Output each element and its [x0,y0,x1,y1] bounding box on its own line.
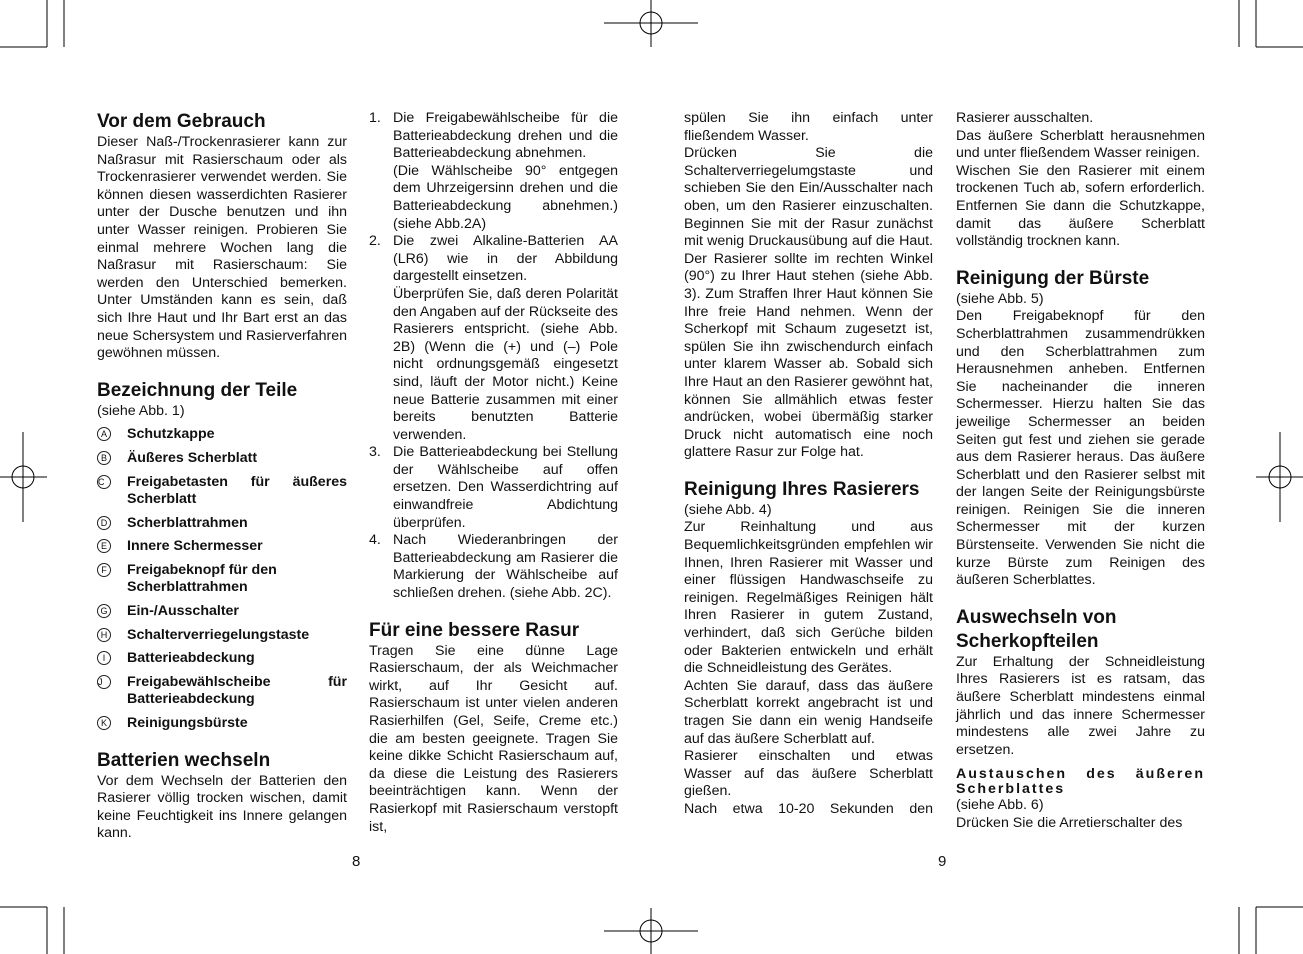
page-number-left: 8 [352,853,361,870]
step-number: 3. [369,444,381,461]
reinigung-paragraph: Achten Sie darauf, dass das äußere Scherblatt korrekt angebracht ist und tragen Sie dann ein wenig Handseife auf das äußere Scherblatt auf. [684,677,933,747]
subheading-austauschen: Austauschen des äußeren Scherblattes [956,766,1205,798]
list-item [97,715,347,733]
austauschen-paragraph: Drücken Sie die Arretierschalter des [956,815,1183,831]
buerste-figure-ref: (siehe Abb. 5) [956,290,1044,307]
registration-mark-top [604,0,698,47]
part-label: Freigabetasten für äußeres Scherblatt [127,473,347,508]
circled-letter: H [97,628,111,642]
step-note: (Die Wählscheibe 90° entgegen dem Uhrzeigersinn drehen und die Batterieabdeckung abnehmen.) (siehe Abb.2A) [393,162,618,232]
list-item [369,233,618,444]
parts-figure-ref: (siehe Abb. 1) [97,402,185,419]
column-1 [97,110,347,843]
registration-mark-left [0,432,47,522]
part-label: Schutzkappe [127,426,215,443]
list-item [97,650,347,668]
parts-list [97,426,347,732]
list-item [97,627,347,645]
col4-paragraph: Wischen Sie den Rasierer mit einem trockenen Tuch ab, sofern erforderlich. Entfernen Sie dann die Schutzkappe, damit das äußere Scherblatt vollständig trocknen kann. [956,162,1205,250]
circled-letter: J [97,675,111,689]
part-label: Schalterverriegelungstaste [127,626,310,643]
list-item [97,562,347,597]
circled-letter: G [97,604,111,618]
shaving-paragraph: Drücken Sie die Schalterverriegelumgstaste und schieben Sie den Ein/Ausschalter nach oben, um den Rasierer einzuschalten. Beginnen Sie mit der Rasur zunächst mit wenig Druckausübung auf die Haut. Der Rasierer sollte im rechten Winkel (90°) zu Ihrer Haut stehen (siehe Abb. 3). Zum Straffen Ihrer Haut können Sie Ihre freie Hand nehmen. Wenn der Scherkopf mit Schaum zugesetzt ist, spülen Sie ihn zwischendurch einfach unter klarem Wasser ab. Sobald sich Ihre Haut an den Rasierer gewöhnt hat, können Sie allmählich etwas fester andrücken, wobei übermäßig starker Druck nicht automatisch eine noch glattere Rasur zur Folge hat. [684,145,933,461]
registration-mark-bottom [604,908,698,954]
reinigung-figure-ref: (siehe Abb. 4) [684,501,772,518]
list-item [97,474,347,509]
circled-letter: C [97,475,111,489]
part-label: Innere Schermesser [127,538,263,555]
circled-letter: K [97,716,111,730]
column-4 [956,110,1205,833]
reinigung-paragraph: Nach etwa 10-20 Sekunden den [684,800,933,817]
col4-paragraph: Rasierer ausschalten. [956,110,1094,126]
heading-bessere-rasur: Für eine bessere Rasur [369,619,580,641]
rinse-paragraph: spülen Sie ihn einfach unter fließendem Wasser. [684,110,933,144]
part-label: Freigabewählscheibe für Batterieabdeckung [127,673,347,708]
heading-bezeichnung: Bezeichnung der Teile [97,379,298,401]
part-label: Äußeres Scherblatt [127,449,258,466]
part-label: Batterieabdeckung [127,650,255,667]
step-text: Die zwei Alkaline-Batterien AA (LR6) wie in der Abbildung dargestellt einsetzen. [393,233,618,285]
list-item [369,110,618,233]
col4-paragraph: Das äußere Scherblatt herausnehmen und unter fließendem Wasser reinigen. [956,127,1205,162]
column-3 [684,110,933,819]
heading-batterien-wechseln: Batterien wechseln [97,749,271,771]
step-number: 2. [369,233,381,250]
column-2 [369,110,618,836]
battery-steps-list [369,110,618,603]
circled-letter: F [97,563,111,577]
step-text: Nach Wiederanbringen der Batterieabdeckung am Rasierer die Markierung der Wählscheibe auf schließen drehen. (siehe Abb. 2C). [393,532,618,602]
heading-vor-dem-gebrauch: Vor dem Gebrauch [97,111,266,132]
heading-auswechseln-line1: Auswechseln von [956,606,1117,628]
circled-letter: I [97,651,111,665]
circled-letter: B [97,451,111,465]
part-label: Ein-/Ausschalter [127,603,239,620]
step-text: Die Freigabewählscheibe für die Batterieabdeckung drehen und die Batterieabdeckung abnehmen. [393,110,618,162]
heading-reinigung-rasierer: Reinigung Ihres Rasierers [684,478,920,500]
list-item [97,450,347,468]
list-item [97,674,347,709]
part-label: Freigabeknopf für den Scherblattrahmen [127,561,277,596]
buerste-paragraph: Den Freigabeknopf für den Scherblattrahmen zusammendrükken und den Scherblattrahmen zum Herausnehmen anheben. Entfernen Sie nacheinander die inneren Schermesser. Hierzu halten Sie das jeweilige Schermesser an beiden Seiten gut fest und ziehen sie gerade aus dem Rasierer heraus. Das äußere Scherblatt und den Rasierer selbst mit der langen Seite der Reinigungsbürste reinigen. Reinigen Sie die inneren Schermesser mit der kurzen Bürstenseite. Verwenden Sie nicht die kurze Bürste zum Reinigen des äußeren Scherblattes. [956,308,1205,589]
austauschen-figure-ref: (siehe Abb. 6) [956,797,1044,814]
list-item [97,603,347,621]
list-item [97,515,347,533]
heading-reinigung-buerste: Reinigung der Bürste [956,267,1150,289]
heading-auswechseln-line2: Scherkopfteilen [956,630,1099,652]
batterien-intro: Vor dem Wechseln der Batterien den Rasierer völlig trocken wischen, damit keine Feuchtigkeit ins Innere gelangen kann. [97,772,347,842]
list-item [369,444,618,532]
registration-mark-right [1256,432,1303,522]
part-label: Reinigungsbürste [127,715,248,732]
step-number: 1. [369,110,381,126]
step-note: Überprüfen Sie, daß deren Polarität den Angaben auf der Rückseite des Rasierers entspricht. (siehe Abb. 2B) (Wenn die (+) und (–) Pole nicht ordnungsgemäß eingesetzt sind, läuft der Motor nicht.) Keine neue Batterie zusammen mit einer bereits benutzten Batterie verwenden. [393,285,618,443]
list-item [97,426,347,444]
reinigung-paragraph: Rasierer einschalten und etwas Wasser auf das äußere Scherblatt gießen. [684,748,933,800]
list-item [369,532,618,602]
page-number-right: 9 [938,853,947,870]
rasur-paragraph: Tragen Sie eine dünne Lage Rasierschaum, der als Weichmacher wirkt, auf Ihr Gesicht auf. Rasierschaum ist unter vielen anderen Rasierhilfen (Gel, Seife, Creme etc.) die am besten geeignete. Tragen Sie keine dikke Schicht Rasierschaum auf, da diese die Leistung des Rasierers beeinträchtigen kann. Wenn der Rasierkopf mit Rasierschaum verstopft ist, [369,642,618,835]
list-item [97,538,347,556]
circled-letter: E [97,539,111,553]
intro-paragraph: Dieser Naß-/Trockenrasierer kann zur Naßrasur mit Rasierschaum oder als Trockenrasierer verwendet werden. Sie können diesen wasserdichten Rasierer unter der Dusche benutzen und ihn unter Wasser reinigen. Probieren Sie einmal mehrere Wochen lang die Naßrasur mit Rasierschaum: Sie werden den Unterschied bemerken. Unter Umständen kann es sein, daß sich Ihre Haut und Ihr Bart erst an das neue Schersystem und Rasierverfahren gewöhnen müssen. [97,134,347,362]
step-number: 4. [369,532,381,549]
reinigung-paragraph: Zur Reinhaltung und aus Bequemlichkeitsgründen empfehlen wir Ihnen, Ihren Rasierer mit Wasser und einer flüssigen Handwaschseife zu reinigen. Regelmäßiges Reinigen hält Ihren Rasierer in gutem Zustand, verhindert, daß sich Gerüche bilden oder Bakterien entwickeln und erhält die Schneidleistung des Gerätes. [684,519,933,677]
step-text: Die Batterieabdeckung bei Stellung der Wählscheibe auf offen ersetzen. Den Wasserdichtring auf einwandfreie Abdichtung überprüfen. [393,444,618,531]
part-label: Scherblattrahmen [127,514,248,531]
circled-letter: D [97,516,111,530]
auswechseln-paragraph: Zur Erhaltung der Schneidleistung Ihres Rasierers ist es ratsam, das äußere Scherblatt mindestens einmal jährlich und das innere Schermesser mindestens alle zwei Jahre zu ersetzen. [956,653,1205,758]
circled-letter: A [97,427,111,441]
